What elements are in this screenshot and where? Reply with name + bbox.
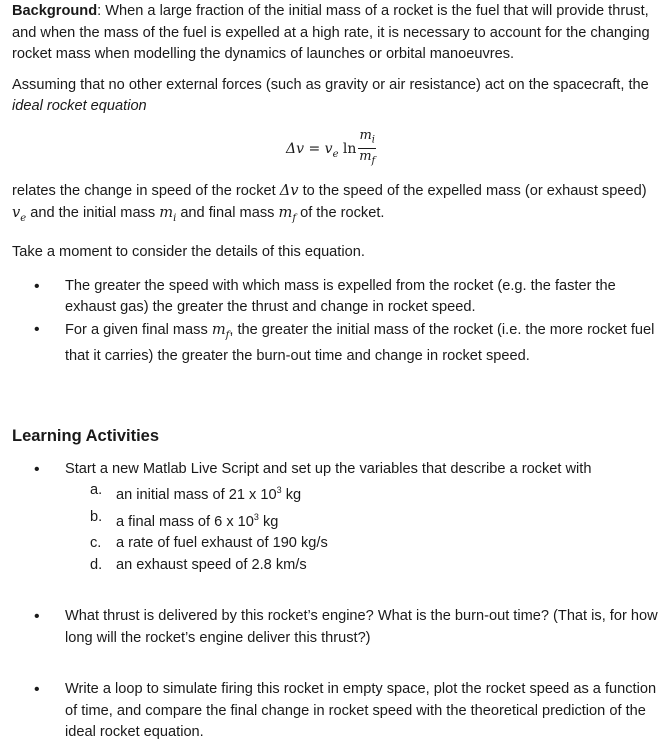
equation-lhs: Δv = v <box>286 140 333 157</box>
relates-mf-sub: f <box>292 212 297 224</box>
relates-paragraph <box>12 180 660 230</box>
equation-math <box>286 128 376 170</box>
relates-t1: relates the change in speed of the rocket <box>12 182 280 199</box>
activity-3-text: Write a loop to simulate firing this rocket in empty space, plot the rocket speed as a function of time, and compare the final change in rocket speed with the theoretical prediction of the ideal rocket equation. <box>65 681 657 741</box>
rocket-equation <box>12 118 660 178</box>
note-2-text-b: , the greater the initial mass of the rocket (i.e. the more rocket fuel that it carries) the greater the burn-out time and change in rocket speed. <box>65 321 655 365</box>
item-label: d. <box>90 556 103 573</box>
equation-notes-list <box>12 276 660 368</box>
den-m: m <box>359 149 372 165</box>
note-2-text-a: For a given final mass <box>65 321 212 338</box>
list-item <box>12 276 660 319</box>
relates-mi-sub: i <box>173 212 177 224</box>
item-text <box>90 533 660 555</box>
num-sub: i <box>371 134 375 146</box>
rocket-parameters-list <box>12 480 660 576</box>
thrust-question-list <box>12 606 660 649</box>
activity-1-text: Start a new Matlab Live Script and set up the variables that describe a rocket with <box>65 460 592 477</box>
relates-mf: m <box>278 204 293 221</box>
list-item <box>12 679 660 744</box>
list-item <box>12 533 660 555</box>
equation-numerator <box>358 128 376 150</box>
item-label: a. <box>90 482 103 499</box>
list-item <box>12 480 660 506</box>
note-2-mf: m <box>211 320 226 338</box>
item-text-main: a rate of fuel exhaust of 190 kg/s <box>116 535 328 552</box>
note-1-text: The greater the speed with which mass is expelled from the rocket (e.g. the faster the exhaust gas) the greater the thrust and change in rocket speed. <box>65 277 616 316</box>
learning-activities-list <box>12 459 660 481</box>
relates-mi: m <box>159 204 174 221</box>
background-text: : When a large fraction of the initial mass of a rocket is the fuel that will provide thrust, and when the mass of the fuel is expelled at a high rate, it is necessary to account for the changing rocket mass when modelling the dynamics of launches or orbital manoeuvres. <box>12 3 650 62</box>
relates-ve-sub: e <box>20 212 27 224</box>
item-text <box>90 555 660 577</box>
relates-dv: Δv <box>279 181 299 199</box>
num-m: m <box>359 127 372 143</box>
background-paragraph <box>12 1 660 66</box>
item-sup: 3 <box>276 485 282 496</box>
list-item <box>12 507 660 533</box>
take-a-moment-paragraph: Take a moment to consider the details of this equation. <box>12 244 365 261</box>
equation-ln: ln <box>338 140 357 157</box>
item-sup: 3 <box>253 511 259 522</box>
relates-ve: v <box>12 204 21 221</box>
list-item <box>12 319 660 368</box>
item-text-main: an exhaust speed of 2.8 km/s <box>116 556 307 573</box>
equation-denominator <box>358 149 376 170</box>
list-item <box>12 459 660 481</box>
item-label: c. <box>90 535 102 552</box>
list-item <box>12 555 660 577</box>
relates-t5: of the rocket. <box>296 205 385 221</box>
assumption-paragraph <box>12 75 660 118</box>
den-sub: f <box>371 155 376 167</box>
activity-2-text: What thrust is delivered by this rocket’s engine? What is the burn-out time? (That is, for how long will the rocket’s engine deliver this thrust?) <box>65 608 658 646</box>
item-text-main: an initial mass of 21 x 10 <box>116 487 277 504</box>
background-label: Background <box>12 3 98 19</box>
document <box>12 0 660 744</box>
note-2-mf-sub: f <box>225 329 230 341</box>
relates-t4: and final mass <box>176 205 279 221</box>
equation-lhs-sub: e <box>332 148 339 160</box>
relates-t2: to the speed of the expelled mass (or exhaust speed) <box>298 182 647 199</box>
item-tail: kg <box>281 487 302 504</box>
simulation-task-list <box>12 679 660 744</box>
learning-activities-heading: Learning Activities <box>12 426 160 445</box>
equation-fraction <box>358 128 376 170</box>
item-text <box>90 507 660 533</box>
item-tail: kg <box>258 513 279 530</box>
assumption-text: Assuming that no other external forces (such as gravity or air resistance) act on the spacecraft, the <box>12 76 649 93</box>
relates-t3: and the initial mass <box>26 205 160 221</box>
list-item <box>12 606 660 649</box>
ideal-rocket-equation-term: ideal rocket equation <box>12 98 147 114</box>
item-text <box>90 480 660 506</box>
item-text-main: a final mass of 6 x 10 <box>116 513 254 530</box>
item-label: b. <box>90 508 103 525</box>
